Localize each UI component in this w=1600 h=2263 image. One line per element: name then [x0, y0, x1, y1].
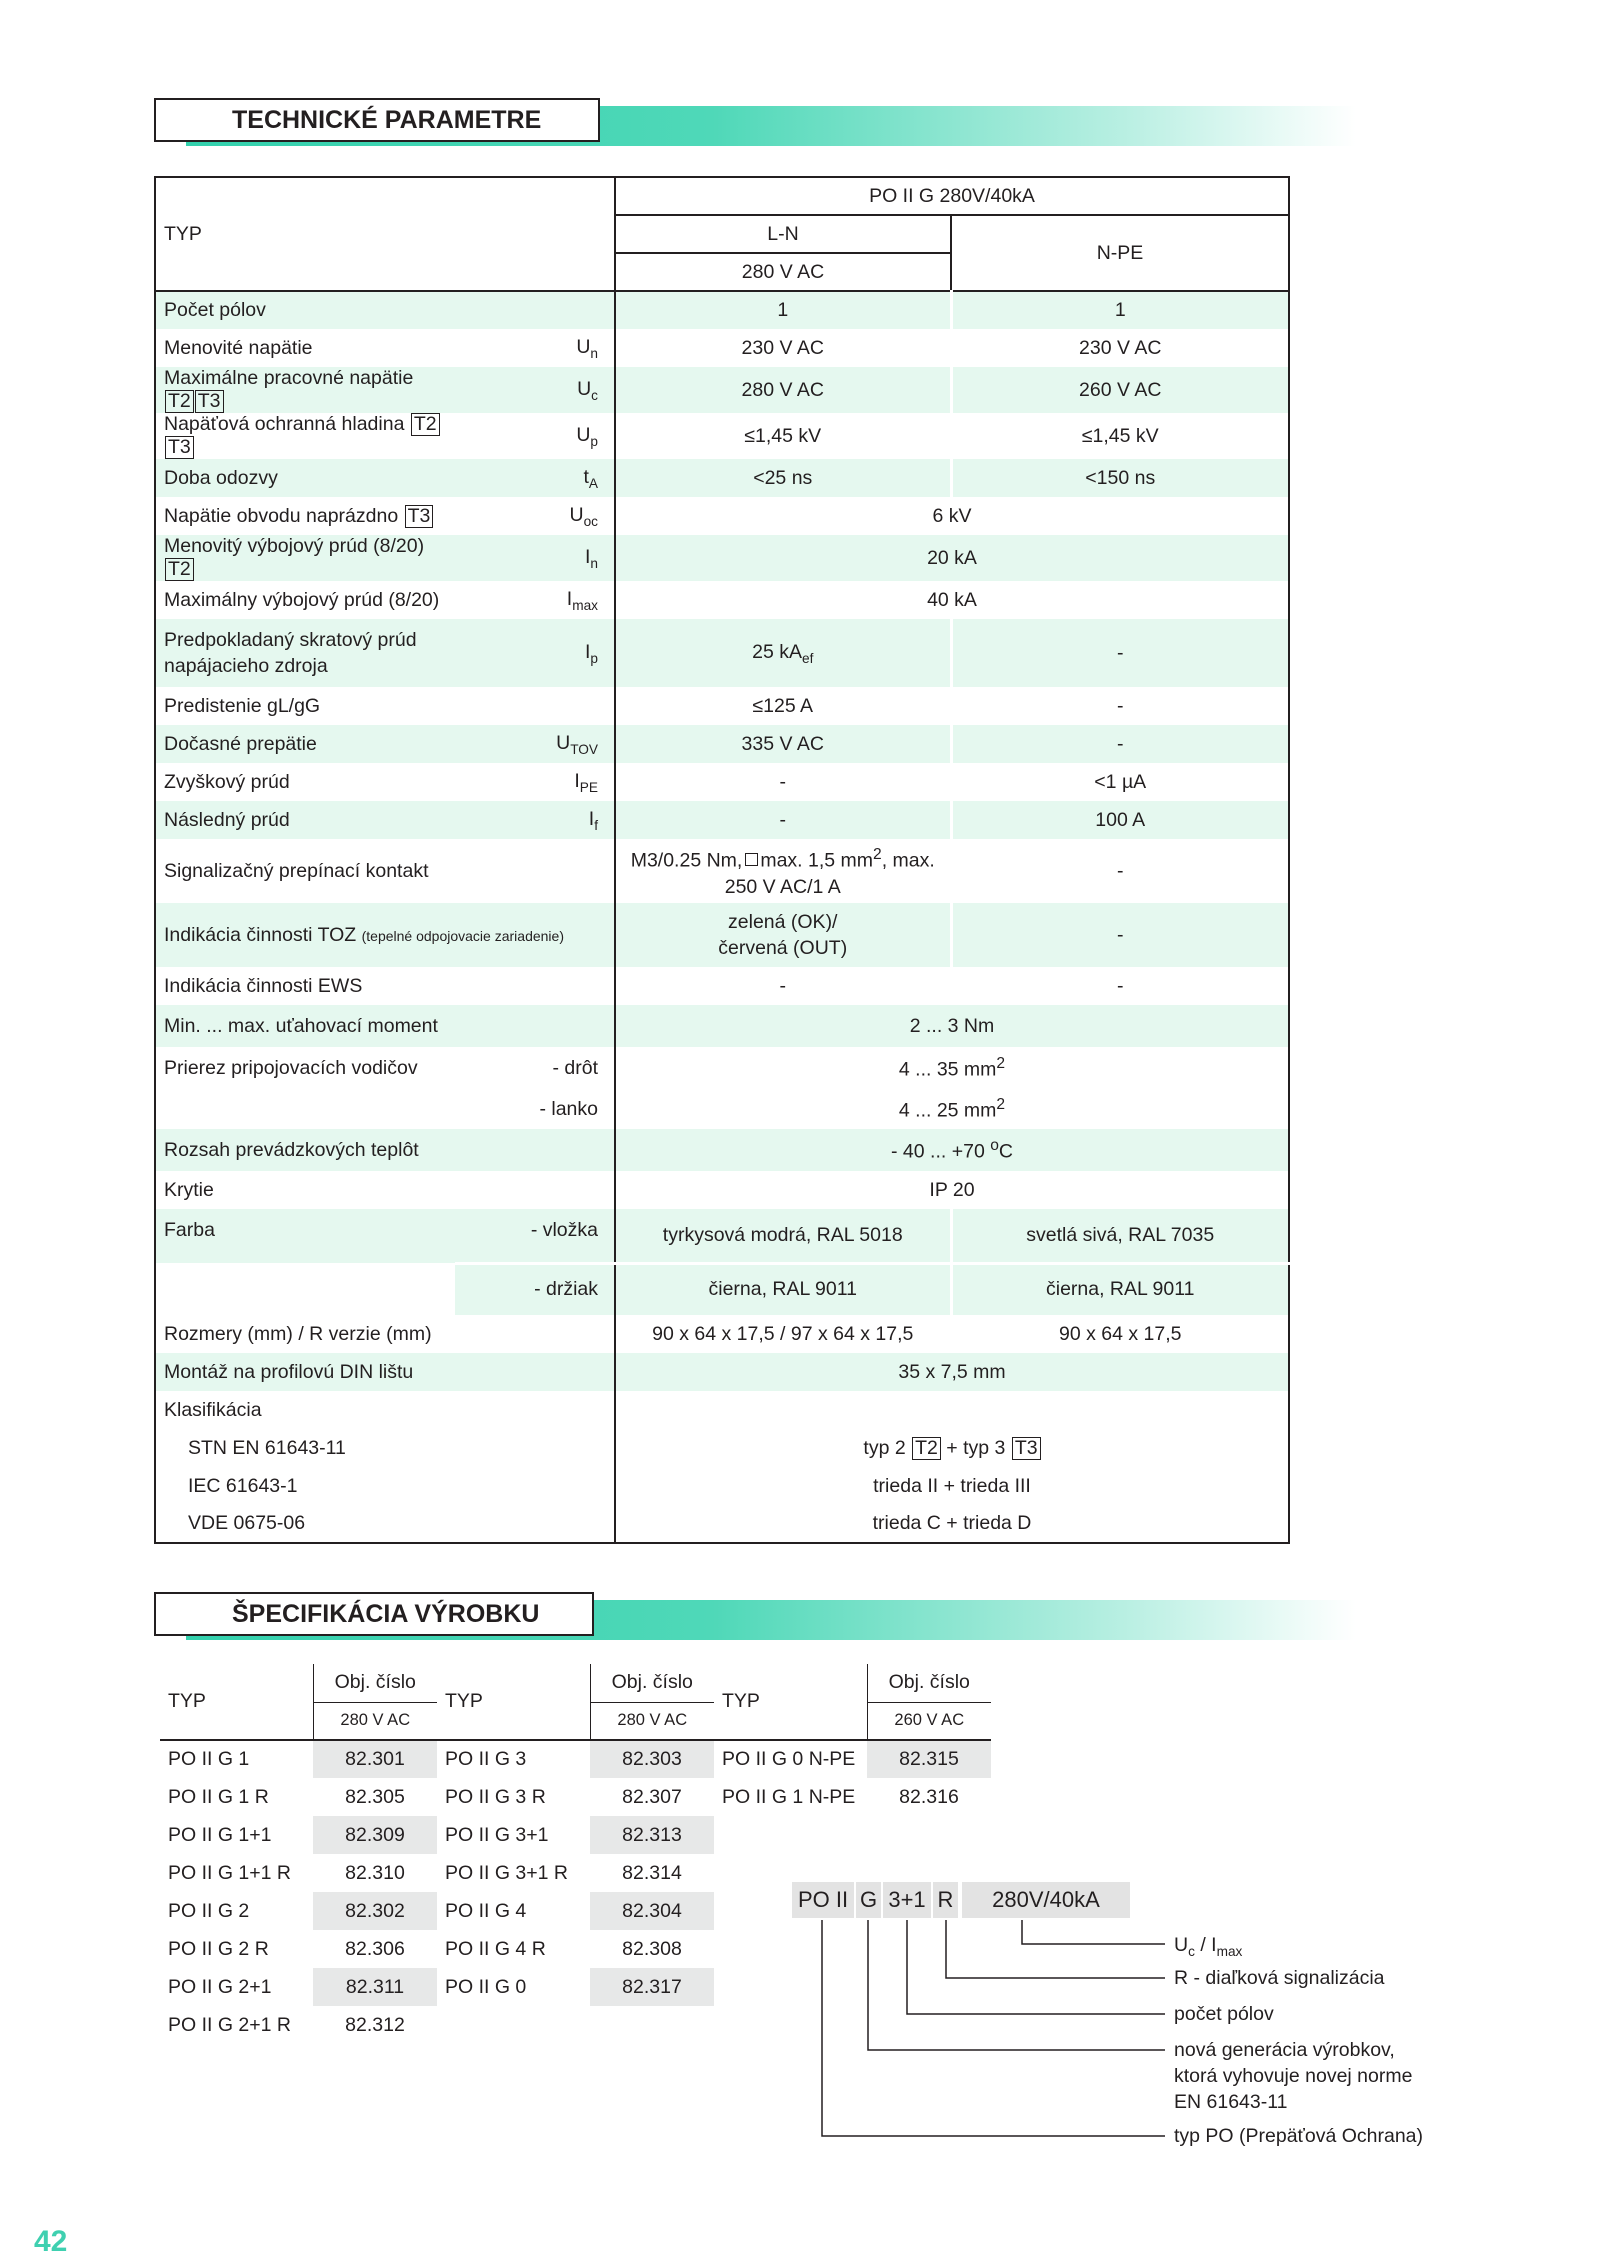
tag-t3: T3	[195, 390, 224, 413]
symbol: $I_n$	[455, 535, 615, 581]
order-number: 82.315	[867, 1740, 991, 1778]
row-fuse	[155, 687, 1289, 725]
npe-value: ≤1,45 kV	[951, 413, 1289, 459]
value: 20 kA	[615, 535, 1289, 581]
value: trieda II + trieda III	[615, 1467, 1289, 1505]
product-type: PO II G 3 R	[445, 1785, 546, 1808]
row-color-holder	[155, 1263, 1289, 1315]
row-protection-level	[155, 413, 1289, 459]
row-nominal-discharge	[155, 535, 1289, 581]
row-label: Počet pólov	[155, 291, 615, 329]
product-header: PO II G 280V/40kA	[615, 177, 1289, 215]
npe-value: -	[951, 725, 1289, 763]
spec-section-header	[154, 1592, 1374, 1640]
row-follow	[155, 801, 1289, 839]
legend-remote: R - diaľková signalizácia	[1174, 1967, 1385, 1989]
spec-table-2	[437, 1664, 714, 2006]
npe-value: svetlá sivá, RAL 7035	[951, 1209, 1289, 1263]
product-type: PO II G 1+1	[168, 1823, 272, 1846]
symbol: $I_p$	[455, 619, 615, 687]
row-cover	[155, 1171, 1289, 1209]
connector-remote	[946, 1920, 1165, 1978]
row-stn	[155, 1429, 1289, 1467]
order-number: 82.309	[313, 1816, 437, 1854]
value: 4 ... 25 $mm^2$	[615, 1089, 1289, 1129]
tag-t3: T3	[405, 505, 434, 528]
row-label: VDE 0675-06	[155, 1505, 615, 1543]
sub-label: - drôt	[552, 1056, 598, 1079]
row-color-insert	[155, 1209, 1289, 1263]
product-type: PO II G 4 R	[445, 1937, 546, 1960]
order-number: 82.314	[622, 1861, 682, 1884]
npe-value: 100 A	[951, 801, 1289, 839]
symbol: $U_{TOV}$	[455, 725, 615, 763]
value: 40 kA	[615, 581, 1289, 619]
technical-parameters-table	[154, 176, 1290, 1544]
ln-value: čierna, RAL 9011	[615, 1263, 951, 1315]
table-row	[714, 1778, 991, 1816]
sub-label: - vložka	[455, 1209, 615, 1263]
row-label: Predistenie gL/gG	[155, 687, 615, 725]
product-type: PO II G 1	[168, 1748, 250, 1770]
npe-value: 90 x 64 x 17,5	[951, 1315, 1289, 1353]
order-number: 82.316	[899, 1785, 959, 1808]
row-label: Napäťová ochranná hladina T2T3	[155, 413, 455, 459]
code-part-generation: G	[856, 1882, 881, 1918]
npe-value: 230 V AC	[951, 329, 1289, 367]
row-classification	[155, 1391, 1289, 1429]
table-row	[160, 1816, 437, 1854]
row-cross-section-strand	[155, 1089, 1289, 1129]
order-number: 82.306	[345, 1937, 405, 1960]
table-row	[714, 1740, 991, 1778]
product-type: PO II G 3	[445, 1748, 527, 1770]
row-label: Klasifikácia	[155, 1391, 615, 1429]
symbol: $t_A$	[455, 459, 615, 497]
value: IP 20	[615, 1171, 1289, 1209]
order-number: 82.302	[313, 1892, 437, 1930]
order-number: 82.312	[345, 2013, 405, 2036]
symbol: $U_{oc}$	[569, 503, 598, 529]
order-number: 82.313	[590, 1816, 714, 1854]
product-type: PO II G 3+1 R	[445, 1861, 569, 1884]
ln-value: ≤1,45 kV	[615, 413, 951, 459]
voltage-header: 280 V AC	[313, 1702, 437, 1740]
product-type: PO II G 0 N-PE	[722, 1748, 856, 1770]
product-type: PO II G 1 N-PE	[722, 1785, 856, 1808]
row-max-discharge	[155, 581, 1289, 619]
page-number: 42	[34, 2225, 68, 2258]
sub-label: - držiak	[455, 1263, 615, 1315]
product-type: PO II G 3+1	[445, 1823, 549, 1846]
npe-value: 1	[951, 291, 1289, 329]
row-label: Indikácia činnosti EWS	[155, 967, 615, 1005]
row-label: Montáž na profilovú DIN lištu	[155, 1353, 615, 1391]
spec-header-row	[160, 1664, 437, 1702]
ln-value: -	[615, 967, 951, 1005]
tag-t3: T3	[165, 436, 194, 459]
row-ews	[155, 967, 1289, 1005]
row-tov	[155, 725, 1289, 763]
row-iec	[155, 1467, 1289, 1505]
symbol: $I_{PE}$	[574, 769, 598, 795]
order-number: 82.301	[313, 1740, 437, 1778]
code-part-po: PO II	[792, 1882, 854, 1918]
table-row	[160, 1778, 437, 1816]
product-type: PO II G 2+1 R	[168, 2013, 292, 2036]
value: - 40 ... +70 $^o$C	[615, 1129, 1289, 1171]
ln-value: 335 V AC	[615, 725, 951, 763]
obj-header: Obj. číslo	[590, 1664, 714, 1702]
sub-label: - lanko	[539, 1097, 598, 1120]
connector-generation	[868, 1920, 1165, 2050]
table-row	[160, 1892, 437, 1930]
row-toz	[155, 903, 1289, 967]
row-poles	[155, 291, 1289, 329]
value: trieda C + trieda D	[615, 1505, 1289, 1543]
row-residual	[155, 763, 1289, 801]
voltage-header: 260 V AC	[867, 1702, 991, 1740]
npe-header: N-PE	[951, 215, 1289, 291]
code-part-remote: R	[933, 1882, 958, 1918]
legend-uc-imax: $U_c / I_{max}$	[1174, 1934, 1243, 1959]
typ-header: TYP	[168, 1690, 206, 1712]
row-label: Rozsah prevádzkových teplôt	[155, 1129, 615, 1171]
row-label: Dočasné prepätie	[155, 725, 455, 763]
value: 2 ... 3 Nm	[615, 1005, 1289, 1047]
npe-value: -	[951, 687, 1289, 725]
order-number: 82.304	[590, 1892, 714, 1930]
typ-header: TYP	[722, 1690, 760, 1712]
obj-header: Obj. číslo	[313, 1664, 437, 1702]
ln-value: 1	[615, 291, 951, 329]
value: typ 2 T2 + typ 3 T3	[615, 1429, 1289, 1467]
product-type: PO II G 2 R	[168, 1937, 269, 1960]
table-row	[437, 1816, 714, 1854]
row-label: Rozmery (mm) / R verzie (mm)	[155, 1315, 615, 1353]
legend-po: typ PO (Prepäťová Ochrana)	[1174, 2125, 1424, 2147]
legend-generation: nová generácia výrobkov, ktorá vyhovuje novej norme EN 61643-11	[1174, 2039, 1413, 2113]
symbol: $I_f$	[455, 801, 615, 839]
code-part-rating: 280V/40kA	[962, 1882, 1130, 1918]
row-nominal-voltage	[155, 329, 1289, 367]
product-type: PO II G 2+1	[168, 1975, 272, 1998]
symbol: $I_{max}$	[566, 587, 598, 613]
row-torque	[155, 1005, 1289, 1047]
tag-t2: T2	[165, 390, 194, 413]
legend-poles: počet pólov	[1174, 2003, 1274, 2025]
table-row	[160, 1930, 437, 1968]
row-label: Farba	[155, 1209, 455, 1263]
spec-table-1	[160, 1664, 437, 2044]
typ-header: TYP	[155, 177, 615, 291]
technical-section-title: TECHNICKÉ PARAMETRE	[154, 98, 600, 142]
product-type: PO II G 4	[445, 1899, 527, 1922]
spec-section-title: ŠPECIFIKÁCIA VÝROBKU	[154, 1592, 594, 1636]
npe-value: -	[951, 903, 1289, 967]
row-dimensions	[155, 1315, 1289, 1353]
row-short-circuit	[155, 619, 1289, 687]
technical-section-header	[154, 98, 1374, 146]
empty-cell	[615, 1391, 1289, 1429]
product-type: PO II G 2	[168, 1899, 250, 1922]
row-label: Prierez pripojovacích vodičov	[155, 1047, 455, 1089]
ln-value: -	[615, 763, 951, 801]
row-label: Napätie obvodu naprázdno T3	[155, 497, 455, 535]
connector-po	[822, 1920, 1165, 2136]
symbol: $U_n$	[576, 335, 598, 361]
order-number: 82.305	[345, 1785, 405, 1808]
table-row	[437, 1968, 714, 2006]
npe-value: -	[951, 839, 1289, 903]
value: 35 x 7,5 mm	[615, 1353, 1289, 1391]
row-label: Zvyškový prúd	[155, 763, 455, 801]
npe-value: <1 µA	[951, 763, 1289, 801]
obj-header: Obj. číslo	[867, 1664, 991, 1702]
ln-value: <25 ns	[615, 459, 951, 497]
order-number: 82.307	[622, 1785, 682, 1808]
row-din	[155, 1353, 1289, 1391]
value: 6 kV	[615, 497, 1289, 535]
npe-value: čierna, RAL 9011	[951, 1263, 1289, 1315]
row-label: Indikácia činnosti TOZ (tepelné odpojovacie zariadenie)	[155, 903, 615, 967]
row-label: Menovité napätie	[155, 329, 455, 367]
npe-value: -	[951, 967, 1289, 1005]
ln-value: 280 V AC	[615, 367, 951, 413]
row-label: Krytie	[155, 1171, 615, 1209]
header-row-product	[155, 177, 1289, 215]
tag-t2: T2	[411, 413, 440, 436]
order-number: 82.317	[590, 1968, 714, 2006]
table-row	[160, 2006, 437, 2044]
table-row	[437, 1778, 714, 1816]
table-row	[437, 1854, 714, 1892]
product-type: PO II G 1 R	[168, 1785, 269, 1808]
row-label: Následný prúd	[155, 801, 455, 839]
table-row	[437, 1740, 714, 1778]
row-cross-section-wire	[155, 1047, 1289, 1089]
order-number: 82.308	[622, 1937, 682, 1960]
ln-header: L-N	[615, 215, 951, 253]
symbol: $U_p$	[576, 423, 598, 449]
product-type: PO II G 0	[445, 1975, 527, 1998]
symbol: $U_c$	[455, 367, 615, 413]
table-row	[160, 1968, 437, 2006]
ln-value: M3/0.25 Nm, max. 1,5 $mm^2$, max. 250 V AC/1 A	[615, 839, 951, 903]
square-icon	[745, 853, 758, 866]
table-row	[437, 1930, 714, 1968]
empty-cell	[155, 1263, 455, 1315]
typ-header: TYP	[445, 1690, 483, 1712]
ln-value: tyrkysová modrá, RAL 5018	[615, 1209, 951, 1263]
voltage-header: 280 V AC	[590, 1702, 714, 1740]
ln-value: 25 $kA_{ef}$	[615, 619, 951, 687]
ln-value: ≤125 A	[615, 687, 951, 725]
tag-t2: T2	[912, 1437, 941, 1460]
ln-value: 90 x 64 x 17,5 / 97 x 64 x 17,5	[615, 1315, 951, 1353]
value: 4 ... 35 $mm^2$	[615, 1047, 1289, 1089]
row-open-circuit	[155, 497, 1289, 535]
ln-value: zelená (OK)/ červená (OUT)	[615, 903, 951, 967]
row-label: Menovitý výbojový prúd (8/20) T2	[155, 535, 455, 581]
ln-voltage-header: 280 V AC	[615, 253, 951, 291]
connector-poles	[907, 1920, 1165, 2014]
row-label: Signalizačný prepínací kontakt	[155, 839, 615, 903]
connector-uc	[1022, 1920, 1165, 1944]
spec-table-3	[714, 1664, 991, 1816]
table-row	[160, 1854, 437, 1892]
order-number: 82.303	[590, 1740, 714, 1778]
table-row	[160, 1740, 437, 1778]
table-row	[437, 1892, 714, 1930]
row-label: Maximálny výbojový prúd (8/20)	[155, 581, 455, 619]
npe-value: 260 V AC	[951, 367, 1289, 413]
row-label: Min. ... max. uťahovací moment	[155, 1005, 615, 1047]
order-number: 82.311	[313, 1968, 437, 2006]
row-label: STN EN 61643-11	[155, 1429, 615, 1467]
spec-header-row	[714, 1664, 991, 1702]
spec-header-row	[437, 1664, 714, 1702]
npe-value: -	[951, 619, 1289, 687]
row-contact	[155, 839, 1289, 903]
empty-cell	[155, 1089, 455, 1129]
code-part-poles: 3+1	[883, 1882, 931, 1918]
ln-value: 230 V AC	[615, 329, 951, 367]
tag-t3: T3	[1012, 1437, 1041, 1460]
order-number: 82.310	[345, 1861, 405, 1884]
product-type: PO II G 1+1 R	[168, 1861, 292, 1884]
ln-value: -	[615, 801, 951, 839]
row-response-time	[155, 459, 1289, 497]
row-temperature	[155, 1129, 1289, 1171]
row-label: Doba odozvy	[155, 459, 455, 497]
row-label: IEC 61643-1	[155, 1467, 615, 1505]
row-label: Maximálne pracovné napätie T2 T3	[155, 367, 455, 413]
tag-t2: T2	[165, 558, 194, 581]
row-max-voltage	[155, 367, 1289, 413]
npe-value: <150 ns	[951, 459, 1289, 497]
row-label: Predpokladaný skratový prúd napájacieho zdroja	[155, 619, 455, 687]
row-vde	[155, 1505, 1289, 1543]
